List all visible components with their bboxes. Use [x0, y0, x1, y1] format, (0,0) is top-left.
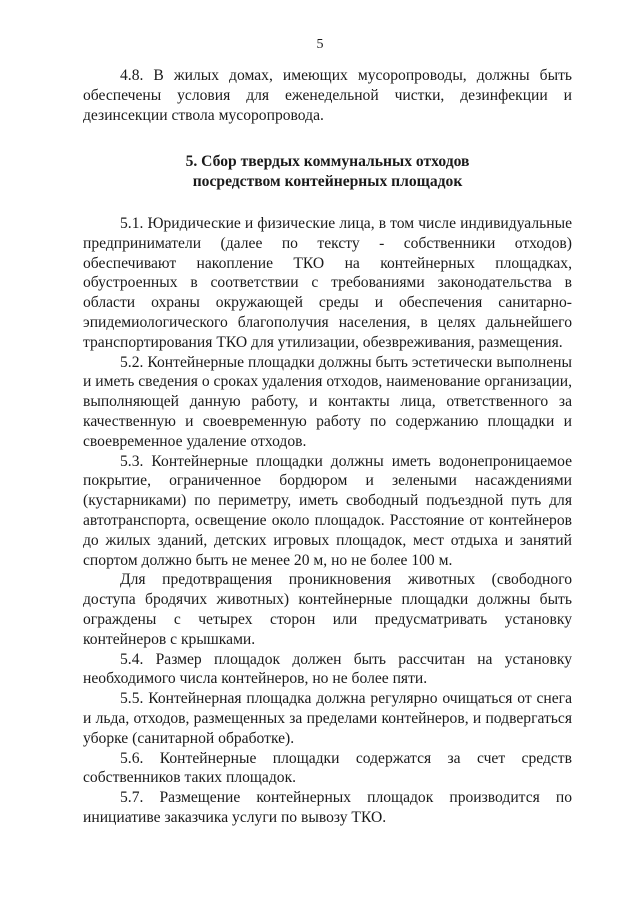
page-number: 5	[316, 37, 324, 52]
section-heading	[83, 152, 572, 192]
section-heading-line-2: посредством контейнерных площадок	[192, 173, 463, 191]
paragraph-5-1: 5.1. Юридические и физические лица, в том числе индивидуальные предприниматели (далее по тексту - собственники отходов) обеспечивают накопление ТКО на контейнерных площадках, обустроенных в соответствии с требованиями законодательства в области охраны окружающей среды и обеспечения санитарно-эпидемиологического благополучия населения, в целях дальнейшего транспортирования ТКО для утилизации, обезвреживания, размещения.	[83, 214, 572, 351]
section-heading-line-1: 5. Сбор твердых коммунальных отходов	[185, 153, 470, 171]
paragraph-5-6: 5.6. Контейнерные площадки содержатся за счет средств собственников таких площадок.	[83, 749, 572, 787]
paragraph-5-3-animals: Для предотвращения проникновения животных (свободного доступа бродячих животных) контейнерные площадки должны быть ограждены с четырех сторон или предусматривать установку контейнеров с крышками.	[83, 571, 572, 648]
paragraph-5-4: 5.4. Размер площадок должен быть рассчитан на установку необходимого числа контейнеров, но не более пяти.	[83, 650, 572, 688]
paragraph-5-3: 5.3. Контейнерные площадки должны иметь водонепроницаемое покрытие, ограниченное бордюром и зелеными насаждениями (кустарниками) по периметру, иметь свободный подъездной путь для автотранспорта, освещение около площадок. Расстояние от контейнеров до жилых зданий, детских игровых площадок, мест отдыха и занятий спортом должно быть не менее 20 м, но не более 100 м.	[83, 452, 572, 569]
paragraph-5-5: 5.5. Контейнерная площадка должна регулярно очищаться от снега и льда, отходов, размещенных за пределами контейнеров, и подвергаться уборке (санитарной обработке).	[83, 690, 572, 747]
paragraph-5-2: 5.2. Контейнерные площадки должны быть эстетически выполнены и иметь сведения о сроках удаления отходов, наименование организации, выполняющей данную работу, и контакты лица, ответственного за качественную и своевременную работу по содержанию площадки и своевременное удаление отходов.	[83, 353, 572, 450]
paragraph-4-8: 4.8. В жилых домах, имеющих мусоропроводы, должны быть обеспечены условия для еженедельной чистки, дезинфекции и дезинсекции ствола мусоропровода.	[83, 67, 572, 124]
page-content	[83, 66, 572, 828]
paragraph-5-7: 5.7. Размещение контейнерных площадок производится по инициативе заказчика услуги по вывозу ТКО.	[83, 789, 572, 826]
